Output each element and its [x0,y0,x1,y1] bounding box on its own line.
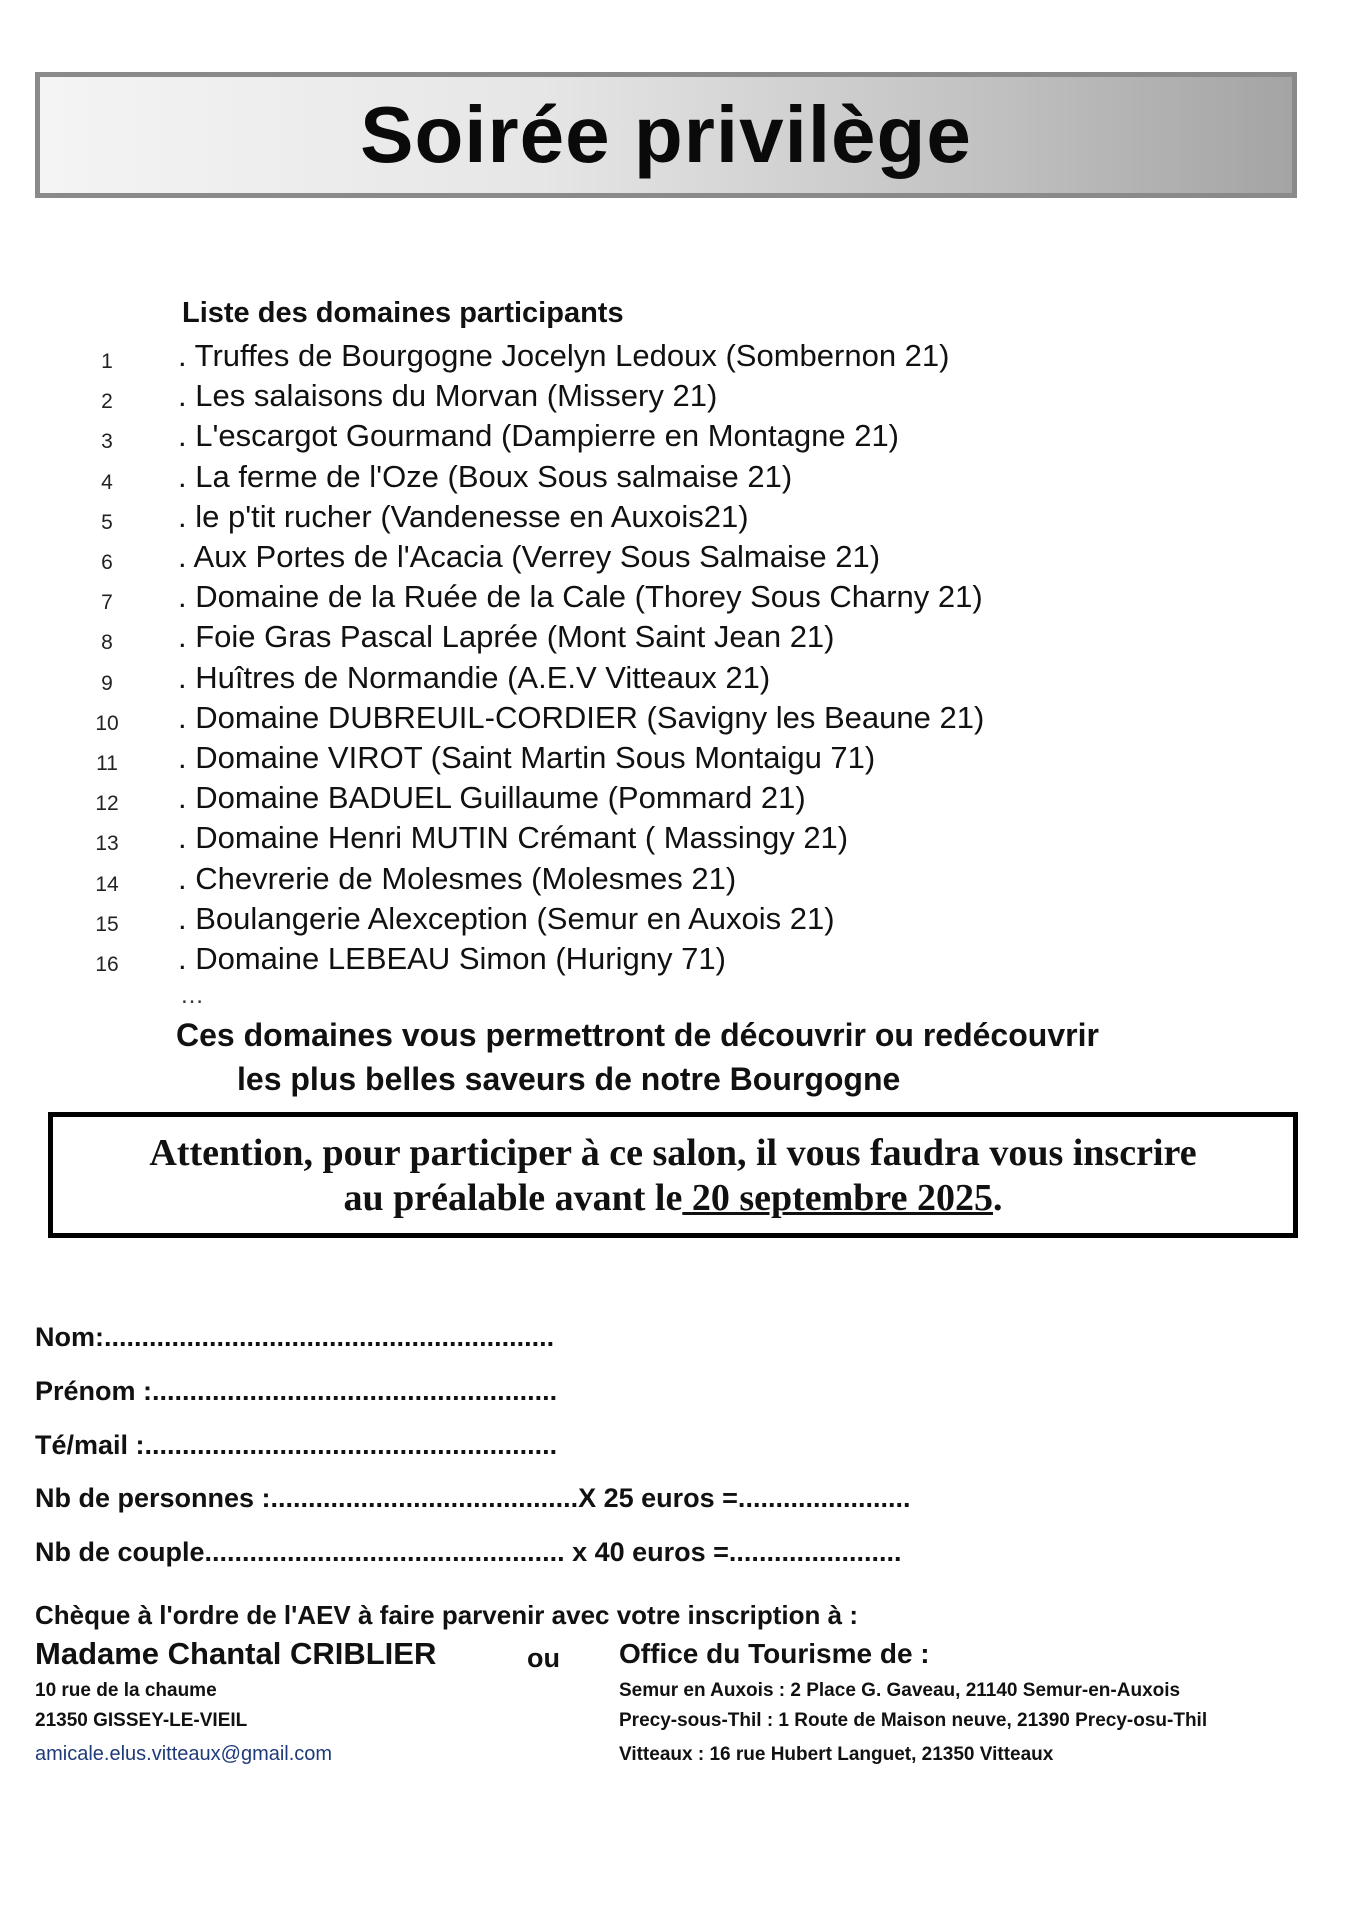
notice-suffix: . [992,1177,1003,1219]
list-item-number: 16 [95,953,119,976]
list-item [0,820,1358,860]
list-item [0,418,1358,458]
cheque-instructions: Chèque à l'ordre de l'AEV à faire parvenir avec votre inscription à : [35,1600,858,1630]
tagline-line-2: les plus belles saveurs de notre Bourgogne [237,1061,901,1097]
list-item-text: . le p'tit rucher (Vandenesse en Auxois21) [178,498,749,534]
list-item-text: . Huîtres de Normandie (A.E.V Vitteaux 21) [178,659,771,695]
list-item [0,660,1358,700]
list-item-number: 1 [101,350,113,373]
list-item-text: . La ferme de l'Oze (Boux Sous salmaise 21) [178,458,793,494]
list-item-number: 4 [101,470,113,494]
list-item-text: . Domaine LEBEAU Simon (Hurigny 71) [178,941,726,976]
office-line-1: Semur en Auxois : 2 Place G. Gaveau, 21140 Semur-en-Auxois [619,1680,1181,1701]
list-item [0,700,1358,740]
form-nb-personnes: Nb de personnes :.........................................X 25 euros =....................... [35,1483,911,1513]
list-item-text: . Domaine Henri MUTIN Crémant ( Massingy 21) [178,820,849,856]
list-item [0,539,1358,579]
list-item-number: 13 [95,832,119,856]
list-item [0,499,1358,539]
list-item-text: . Domaine de la Ruée de la Cale (Thorey Sous Charny 21) [178,579,983,615]
deadline-date: 20 septembre 2025 [682,1177,993,1219]
notice-line-1: Attention, pour participer à ce salon, il vous faudra vous inscrire [149,1132,1197,1174]
list-item-text: . Les salaisons du Morvan (Missery 21) [178,378,718,414]
list-item-text: . Boulangerie Alexception (Semur en Auxois 21) [178,900,835,936]
contact-address-2: 21350 GISSEY-LE-VIEIL [35,1710,248,1731]
list-item-text: . Domaine DUBREUIL-CORDIER (Savigny les Beaune 21) [178,699,985,735]
list-heading: Liste des domaines participants [182,297,624,329]
list-item-number: 15 [95,912,119,936]
list-item [0,861,1358,901]
list-ellipsis: … [180,982,204,1009]
list-item-number: 10 [95,711,119,735]
tagline-line-1: Ces domaines vous permettront de découvrir ou redécouvrir [176,1017,1099,1053]
list-item-text: . Domaine BADUEL Guillaume (Pommard 21) [178,780,806,816]
contact-address-1: 10 rue de la chaume [35,1680,217,1701]
list-item-text: . Foie Gras Pascal Laprée (Mont Saint Jean 21) [178,619,835,655]
list-item-number: 7 [101,591,113,615]
office-line-2: Precy-sous-Thil : 1 Route de Maison neuve, 21390 Precy-osu-Thil [619,1710,1208,1731]
list-item-number: 14 [95,872,119,896]
form-telmail: Té/mail :....................................................... [35,1430,558,1460]
list-item-text: . Truffes de Bourgogne Jocelyn Ledoux (Sombernon 21) [178,338,950,373]
list-item-number: 6 [101,551,113,574]
form-prenom: Prénom :...................................................... [35,1376,558,1406]
form-nb-couple: Nb de couple................................................ x 40 euros =....................... [35,1537,902,1567]
list-item-number: 8 [101,631,113,655]
notice-line-2 [53,1176,1293,1221]
page-title: Soirée privilège [360,90,972,179]
form-nom: Nom:............................................................ [35,1322,555,1352]
list-item [0,579,1358,619]
list-item [0,780,1358,820]
list-item-number: 5 [101,510,113,534]
list-item-number: 11 [96,752,118,775]
list-item [0,338,1358,378]
list-item [0,941,1358,981]
office-line-3: Vitteaux : 16 rue Hubert Languet, 21350 Vitteaux [619,1744,1054,1765]
registration-notice [48,1112,1298,1238]
list-item-number: 2 [101,390,113,414]
list-item [0,901,1358,941]
list-item [0,619,1358,659]
list-item-text: . Chevrerie de Molesmes (Molesmes 21) [178,860,737,896]
list-item-text: . Aux Portes de l'Acacia (Verrey Sous Salmaise 21) [178,539,881,574]
list-item [0,740,1358,780]
title-banner [35,72,1297,198]
contact-name: Madame Chantal CRIBLIER [35,1636,437,1671]
list-item-number: 12 [95,792,119,816]
list-item-number: 9 [101,671,113,695]
list-item-number: 3 [101,430,113,454]
list-item [0,459,1358,499]
or-separator: ou [527,1643,560,1673]
notice-prefix: au préalable avant le [343,1177,683,1219]
list-item [0,378,1358,418]
list-item-text: . Domaine VIROT (Saint Martin Sous Montaigu 71) [178,740,876,775]
list-item-text: . L'escargot Gourmand (Dampierre en Montagne 21) [178,418,900,454]
contact-email[interactable]: amicale.elus.vitteaux@gmail.com [35,1743,333,1765]
office-title: Office du Tourisme de : [619,1638,930,1669]
